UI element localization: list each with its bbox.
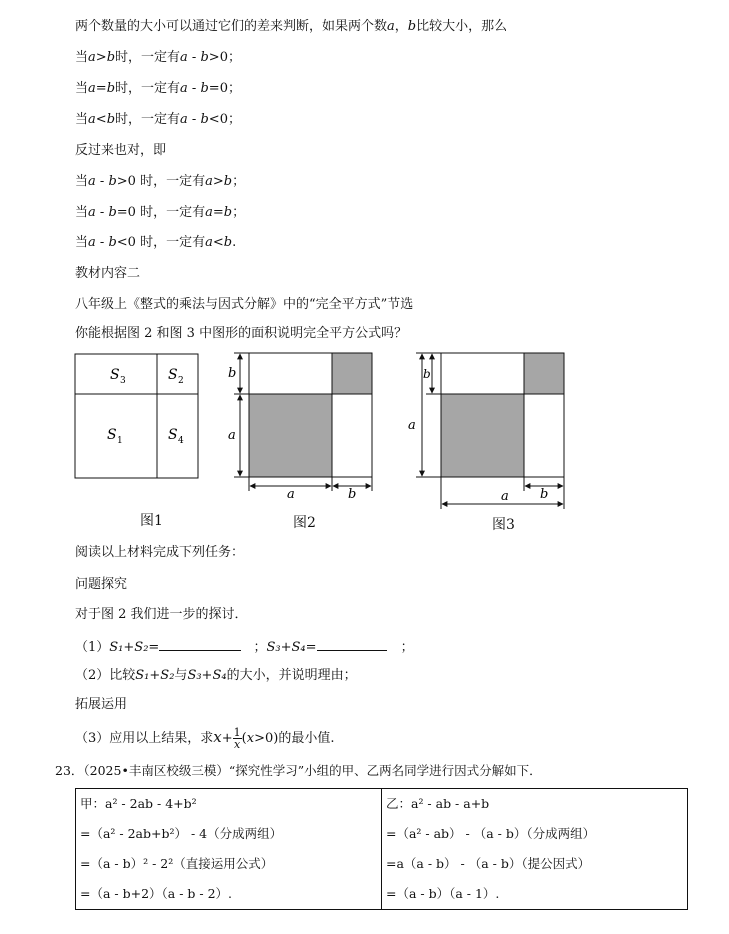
figure-3 (400, 348, 575, 520)
answer-blank-2[interactable] (317, 637, 387, 651)
shaded-square-b (524, 353, 564, 394)
answer-blank-1[interactable] (159, 637, 241, 651)
label-s2-sub: 2 (178, 376, 184, 386)
section-heading: 教材内容二 (75, 266, 141, 281)
figure-1 (70, 348, 210, 484)
text-line-11: 你能根据图 2 和图 3 中图形的面积说明完全平方公式吗？ (75, 326, 408, 341)
fig3-label-b-bottom: b (540, 487, 549, 502)
student-jia-work: 甲：a² - 2ab - 4+b² =（a² - 2ab+b²） - 4（分成两组） =（a - b）² - 2²（直接运用公式） =（a - b+2）（a - b - 2）. (76, 789, 382, 910)
text-line-10: 八年级上《整式的乘法与因式分解》中的“完全平方式”节选 (75, 297, 414, 312)
shaded-square-a (249, 394, 332, 477)
text-line-12: 阅读以上材料完成下列任务： (75, 545, 245, 560)
question-3: （3）应用以上结果，求x+ $\frac{1}{x}$ (x>0)的最小值. (75, 726, 335, 751)
label-s4: S (168, 427, 178, 443)
figure-2 (220, 348, 380, 508)
fig2-label-b-left: b (228, 366, 237, 381)
label-s1-sub: 1 (117, 436, 123, 446)
question-1: （1）S₁+S₂= ；S₃+S₄= ； (75, 637, 414, 656)
question-2: （2）比较S₁+S₂与S₃+S₄的大小，并说明理由； (75, 668, 357, 683)
factorization-table (75, 788, 688, 910)
caption-fig2: 图2 (293, 515, 316, 531)
text-line-13: 问题探究 (75, 577, 128, 592)
caption-fig1: 图1 (140, 513, 163, 529)
text-line-1: 两个数量的大小可以通过它们的差来判断，如果两个数a，b比较大小，那么 (75, 19, 508, 34)
text-line-7: 当a - b=0 时，一定有a=b； (75, 205, 246, 220)
fig3-label-a-left: a (408, 418, 416, 433)
text-line-5: 反过来也对，即 (75, 143, 167, 158)
text-line-2: 当a>b时，一定有a - b>0； (75, 50, 241, 65)
text-line-8: 当a - b<0 时，一定有a<b. (75, 235, 237, 250)
label-s3-sub: 3 (120, 376, 126, 386)
shaded-square-b (332, 353, 372, 394)
fig2-label-a-left: a (228, 428, 236, 443)
text-line-6: 当a - b>0 时，一定有a>b； (75, 174, 246, 189)
text-line-3: 当a=b时，一定有a - b=0； (75, 81, 241, 96)
student-yi-work: 乙：a² - ab - a+b =（a² - ab） - （a - b）（分成两组） =a（a - b） - （a - b）（提公因式） =（a - b）（a - 1）. (382, 789, 688, 910)
label-s4-sub: 4 (178, 436, 184, 446)
fig2-label-a-bottom: a (287, 487, 295, 502)
question-23-stem: 23．（2025•丰南区校级三模）“探究性学习”小组的甲、乙两名同学进行因式分解如下． (55, 763, 542, 778)
fraction: $\frac{1}{x}$ (233, 726, 241, 751)
fig3-label-a-bottom: a (501, 489, 509, 504)
text-line-4: 当a<b时，一定有a - b<0； (75, 112, 241, 127)
label-s3: S (110, 367, 120, 383)
label-s2: S (168, 367, 178, 383)
label-s1: S (107, 427, 117, 443)
fig2-label-b-bottom: b (348, 487, 357, 502)
text-line-14: 对于图 2 我们进一步的探讨． (75, 607, 248, 622)
fig3-label-b-left: b (423, 367, 431, 381)
text-line-17: 拓展运用 (75, 697, 128, 712)
caption-fig3: 图3 (492, 517, 515, 533)
shaded-square-a (441, 394, 524, 477)
